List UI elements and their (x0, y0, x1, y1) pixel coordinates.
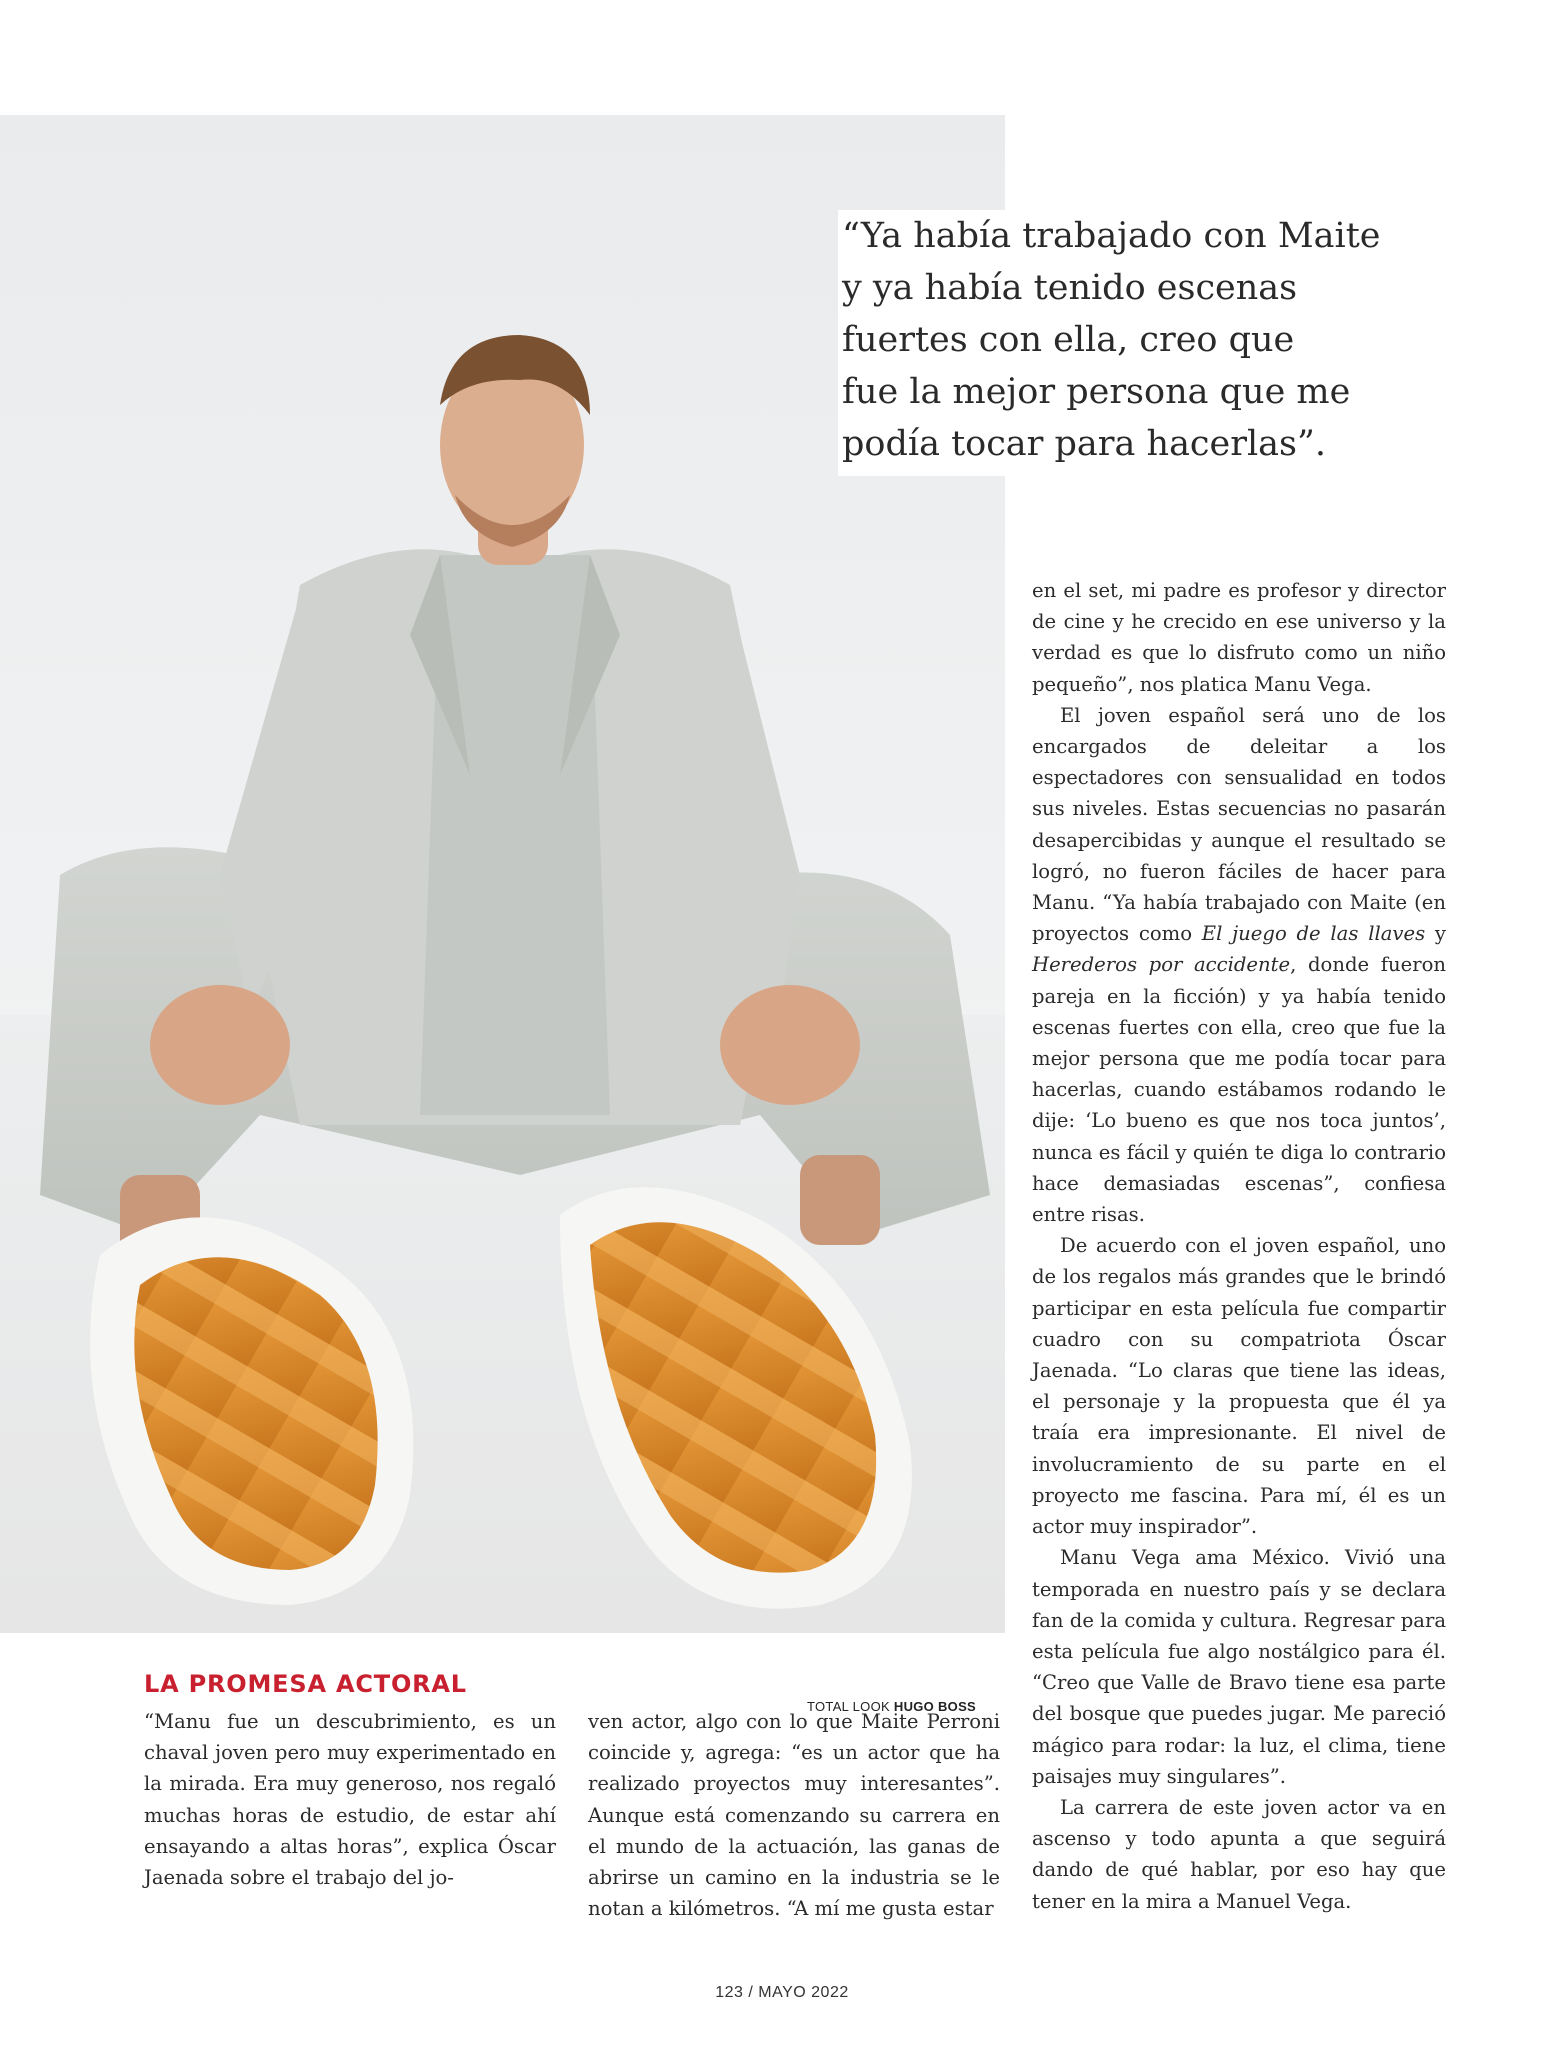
film-title: Herederos por accidente (1032, 953, 1291, 977)
text-run: , donde fueron pareja en la ficción) y ya había tenido escenas fuertes con ella, creo que fue la mejor persona que me podía tocar para hacerlas, cuando estábamos rodando le dije: ‘Lo bueno es que nos toca juntos’, nunca es fácil y quién te diga lo contrario hace demasiadas escenas”, confiesa entre risas. (1032, 953, 1446, 1227)
pull-quote-line: fue la mejor persona que me (842, 372, 1351, 412)
pull-quote-line: fuertes con ella, creo que (842, 320, 1295, 360)
section-heading: LA PROMESA ACTORAL (144, 1670, 467, 1698)
paragraph: en el set, mi padre es profesor y director de cine y he crecido en ese universo y la verdad es que lo disfruto como un niño pequeño”, nos platica Manu Vega. (1032, 579, 1446, 696)
paragraph: La carrera de este joven actor va en ascenso y todo apunta a que seguirá dando de qué hablar, por eso hay que tener en la mira a Manuel Vega. (1032, 1795, 1446, 1913)
paragraph: Manu Vega ama México. Vivió una temporada en nuestro país y se declara fan de la comida y cultura. Regresar para esta película fue algo nostálgico para él. “Creo que Valle de Bravo tiene esa parte del bosque que puedes jugar. Me pareció mágico para rodar: la luz, el clima, tiene paisajes muy singulares”. (1032, 1546, 1447, 1788)
article-left-column (144, 1706, 556, 1893)
pull-quote (838, 210, 1398, 476)
credit-brand: HUGO BOSS (893, 1699, 977, 1714)
pull-quote-line: podía tocar para hacerlas”. (842, 424, 1327, 464)
credit-prefix: TOTAL LOOK (807, 1699, 890, 1714)
paragraph (1032, 700, 1446, 1230)
article-middle-column (588, 1706, 1000, 1924)
paragraph: De acuerdo con el joven español, uno de los regalos más grandes que le brindó participar en esta película fue compartir cuadro con su compatriota Óscar Jaenada. “Lo claras que tiene las ideas, el personaje y la propuesta que él ya traía era impresionante. El nivel de involucramiento de su parte en el proyecto me fascina. Para mí, él es un actor muy inspirador”. (1032, 1234, 1446, 1539)
film-title: El juego de las llaves (1201, 922, 1426, 946)
text-run: y (1425, 922, 1446, 946)
pull-quote-line: y ya había tenido escenas (842, 268, 1298, 308)
article-right-column (1032, 575, 1446, 1917)
paragraph: “Manu fue un descubrimiento, es un chaval joven pero muy experimentado en la mirada. Era muy generoso, nos regaló muchas horas de estudio, de estar ahí ensayando a altas horas”, explica Óscar Jaenada sobre el trabajo del jo- (144, 1710, 556, 1890)
pull-quote-line: “Ya había trabajado con Maite (842, 216, 1381, 256)
paragraph: ven actor, algo con lo que Maite Perroni coincide y, agrega: “es un actor que ha realizado proyectos muy interesantes”. Aunque está comenzando su carrera en el mundo de la actuación, las ganas de abrirse un camino en la industria se le notan a kilómetros. “A mí me gusta estar (588, 1710, 1000, 1921)
text-run: El joven español será uno de los encargados de deleitar a los espectadores con sensualidad en todos sus niveles. Estas secuencias no pasarán desapercibidas y aunque el resultado se logró, no fueron fáciles de hacer para Manu. “Ya había trabajado con Maite (en proyectos como (1032, 703, 1446, 946)
page-folio: 123 / MAYO 2022 (715, 1984, 849, 2001)
